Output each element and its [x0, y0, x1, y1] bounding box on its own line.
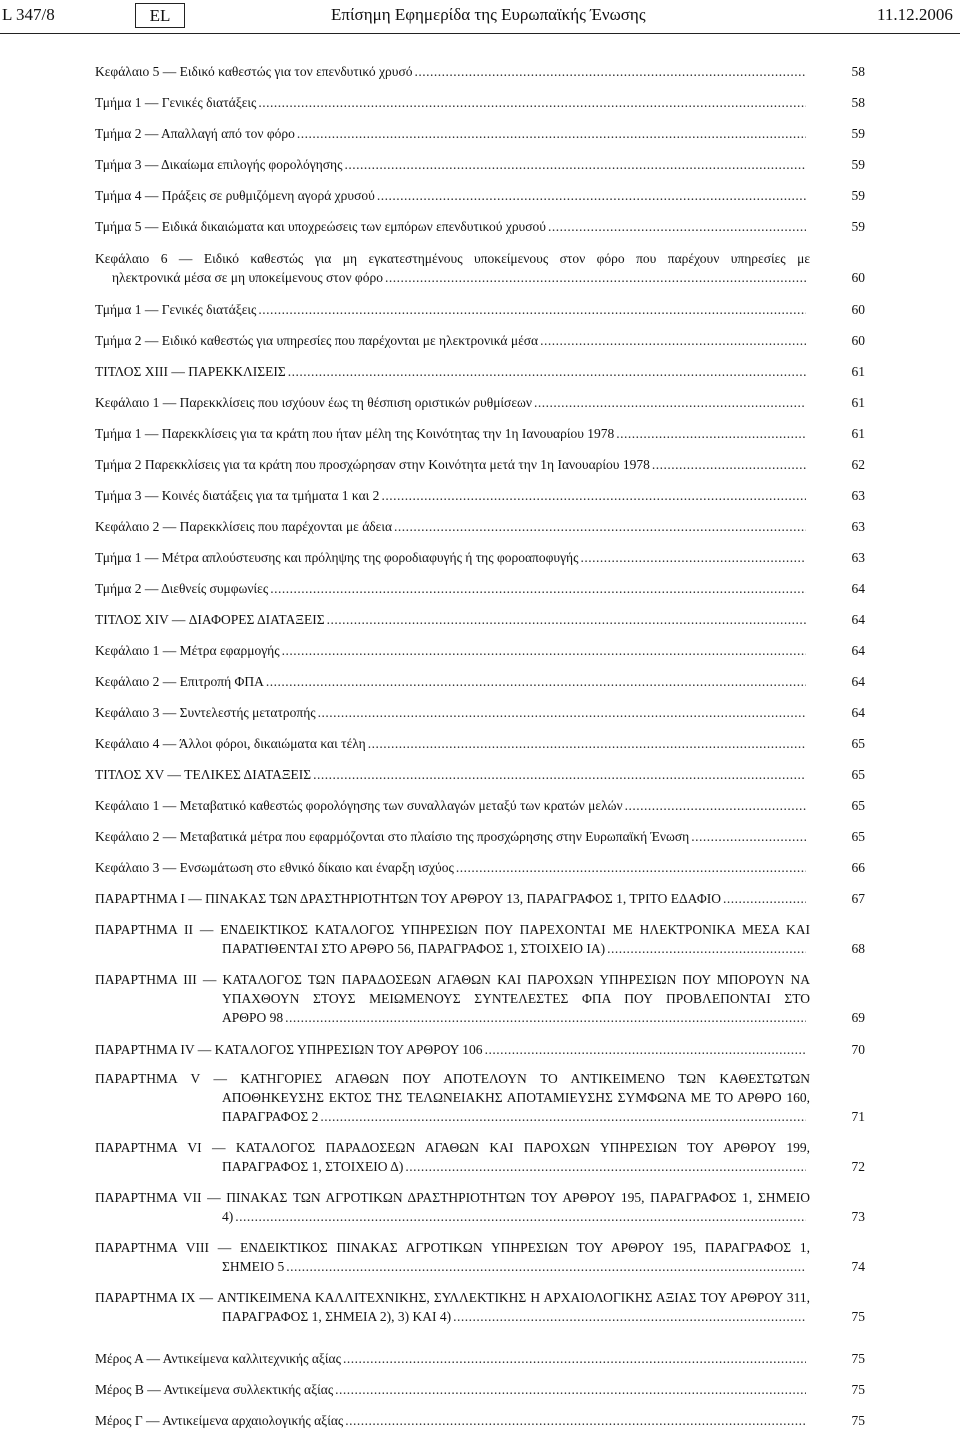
- toc-page-number: 71: [851, 1109, 865, 1124]
- toc-entry-line: [95, 486, 865, 505]
- dot-leader: [368, 734, 806, 753]
- publication-date: 11.12.2006: [877, 5, 953, 24]
- toc-entry[interactable]: [95, 1411, 865, 1430]
- dot-leader: [534, 393, 806, 412]
- page-ref-column: [810, 1207, 865, 1226]
- toc-entry-title: ΤΙΤΛΟΣ XIII — ΠΑΡΕΚΚΛΙΣΕΙΣ: [95, 364, 286, 379]
- toc-entry[interactable]: [95, 703, 865, 722]
- dot-leader: [266, 672, 806, 691]
- page-ref-column: [810, 939, 865, 958]
- toc-entry-title: ΠΑΡΑΡΤΗΜΑ I — ΠΙΝΑΚΑΣ ΤΩΝ ΔΡΑΣΤΗΡΙΟΤΗΤΩΝ ΤΟΥ ΑΡΘΡΟΥ 13, ΠΑΡΑΓΡΑΦΟΣ 1, ΤΡΙΤΟ ΕΔΑΦΙΟ: [95, 891, 721, 906]
- toc-entry[interactable]: [95, 362, 865, 381]
- toc-entry-title: Τμήμα 2 — Απαλλαγή από τον φόρο: [95, 126, 295, 141]
- toc-entry-title: ΠΑΡΑΤΙΘΕΝΤΑΙ ΣΤΟ ΑΡΘΡΟ 56, ΠΑΡΑΓΡΑΦΟΣ 1, ΣΤΟΙΧΕΙΟ ΙΑ): [222, 941, 606, 956]
- toc-entry-line: [95, 1157, 865, 1176]
- page-ref-column: [810, 93, 865, 112]
- page-ref-column: [810, 703, 865, 722]
- toc-entry[interactable]: [95, 1188, 865, 1226]
- toc-entry-title: Κεφάλαιο 5 — Ειδικό καθεστώς για τον επενδυτικό χρυσό: [95, 64, 413, 79]
- dot-leader: [335, 1380, 806, 1399]
- toc-entry-title: ΠΑΡΑΓΡΑΦΟΣ 1, ΣΗΜΕΙΑ 2), 3) ΚΑΙ 4): [222, 1309, 452, 1324]
- toc-entry[interactable]: [95, 124, 865, 143]
- toc-entry-title: ΑΡΘΡΟ 98: [222, 1010, 284, 1025]
- page-number: L 347/8: [2, 5, 55, 24]
- toc-page-number: 59: [851, 188, 865, 203]
- toc-entry-line: [95, 1207, 865, 1226]
- toc-entry-title: ΠΑΡΑΡΤΗΜΑ IV — ΚΑΤΑΛΟΓΟΣ ΥΠΗΡΕΣΙΩΝ ΤΟΥ ΑΡΘΡΟΥ 106: [95, 1042, 483, 1057]
- toc-entry-title: Κεφάλαιο 2 — Επιτροπή ΦΠΑ: [95, 674, 264, 689]
- dot-leader: [415, 62, 807, 81]
- toc-page-number: 73: [851, 1209, 865, 1224]
- toc-entry-title: ηλεκτρονικά μέσα σε μη υποκείμενους στον φόρο: [112, 270, 383, 285]
- toc-entry[interactable]: [95, 858, 865, 877]
- toc-entry-line: [95, 579, 865, 598]
- toc-entry-line: ΠΑΡΑΡΤΗΜΑ VII — ΠΙΝΑΚΑΣ ΤΩΝ ΑΓΡΟΤΙΚΩΝ ΔΡΑΣΤΗΡΙΟΤΗΤΩΝ ΤΟΥ ΑΡΘΡΟΥ 195, ΠΑΡΑΓΡΑΦΟΣ 1, ΣΗΜΕΙΟ: [95, 1190, 810, 1205]
- toc-entry-line: [95, 765, 865, 784]
- language-code: EL: [135, 3, 185, 28]
- toc-entry-title: Μέρος Β — Αντικείμενα συλλεκτικής αξίας: [95, 1382, 334, 1397]
- dot-leader: [286, 1257, 806, 1276]
- page-ref-column: [810, 827, 865, 846]
- toc-page-number: 61: [851, 426, 865, 441]
- toc-entry-title: Τμήμα 4 — Πράξεις σε ρυθμιζόμενη αγορά χρυσού: [95, 188, 375, 203]
- toc-entry-title: 4): [222, 1209, 234, 1224]
- toc-entry-title: Τμήμα 1 — Γενικές διατάξεις: [95, 302, 257, 317]
- toc-entry-line: [95, 331, 865, 350]
- toc-entry[interactable]: [95, 548, 865, 567]
- toc-entry-title: Τμήμα 2 Παρεκκλίσεις για τα κράτη που προσχώρησαν στην Κοινότητα μετά την 1η Ιανουαρίου 1978: [95, 457, 650, 472]
- toc-entry-line: Κεφάλαιο 6 — Ειδικό καθεστώς για μη εγκατεστημένους υποκείμενους στον φόρο που παρέχουν υπηρεσίες με: [95, 251, 810, 266]
- toc-entry-line: ΠΑΡΑΡΤΗΜΑ V — ΚΑΤΗΓΟΡΙΕΣ ΑΓΑΘΩΝ ΠΟΥ ΑΠΟΤΕΛΟΥΝ ΤΟ ΑΝΤΙΚΕΙΜΕΝΟ ΤΩΝ ΚΑΘΕΣΤΩΤΩΝ: [95, 1071, 810, 1086]
- page-ref-column: [810, 1307, 865, 1326]
- toc-entry-line: [95, 827, 865, 846]
- toc-page-number: 67: [851, 891, 865, 906]
- toc-page-number: 60: [851, 333, 865, 348]
- toc-page-number: 59: [851, 126, 865, 141]
- page-ref-column: [810, 331, 865, 350]
- page-ref-column: [810, 1008, 865, 1027]
- toc-entry-line: [95, 889, 865, 908]
- toc-entry[interactable]: [95, 579, 865, 598]
- toc-page-number: 65: [851, 829, 865, 844]
- toc-entry-line: [95, 703, 865, 722]
- toc-entry-title: ΣΗΜΕΙΟ 5: [222, 1259, 285, 1274]
- toc-page-number: 64: [851, 674, 865, 689]
- toc-entry-line: [95, 124, 865, 143]
- toc-entry-title: Κεφάλαιο 3 — Ενσωμάτωση στο εθνικό δίκαιο και έναρξη ισχύος: [95, 860, 454, 875]
- dot-leader: [285, 1008, 806, 1027]
- toc-entry[interactable]: [95, 486, 865, 505]
- toc-entry-line: [95, 1349, 865, 1368]
- page-ref-column: [810, 796, 865, 815]
- page-ref-column: [810, 765, 865, 784]
- dot-leader: [258, 300, 806, 319]
- toc-entry[interactable]: [95, 827, 865, 846]
- page-ref-column: [810, 1257, 865, 1276]
- dot-leader: [270, 579, 806, 598]
- dot-leader: [548, 217, 806, 236]
- page-ref-column: [810, 517, 865, 536]
- toc-entry-title: ΤΙΤΛΟΣ XV — ΤΕΛΙΚΕΣ ΔΙΑΤΑΞΕΙΣ: [95, 767, 312, 782]
- toc-entry[interactable]: [95, 300, 865, 319]
- toc-entry[interactable]: [95, 1040, 865, 1059]
- toc-entry-line: [95, 858, 865, 877]
- toc-entry-line: [95, 641, 865, 660]
- toc-entry-line: ΥΠΑΧΘΟΥΝ ΣΤΟΥΣ ΜΕΙΩΜΕΝΟΥΣ ΣΥΝΤΕΛΕΣΤΕΣ ΦΠΑ ΠΟΥ ΠΡΟΒΛΕΠΟΝΤΑΙ ΣΤΟ: [222, 991, 810, 1006]
- toc-page-number: 75: [851, 1351, 865, 1366]
- toc-entry[interactable]: [95, 1380, 865, 1399]
- toc-entry-line: [95, 1008, 865, 1027]
- toc-entry[interactable]: [95, 970, 865, 1027]
- toc-entry-line: [95, 1307, 865, 1326]
- toc-entry[interactable]: [95, 393, 865, 412]
- toc-entry[interactable]: [95, 517, 865, 536]
- dot-leader: [580, 548, 806, 567]
- dot-leader: [282, 641, 806, 660]
- page-ref-column: [810, 362, 865, 381]
- page-ref-column: [810, 1107, 865, 1126]
- page-ref-column: [810, 579, 865, 598]
- toc-entry[interactable]: [95, 641, 865, 660]
- toc-entry[interactable]: [95, 424, 865, 443]
- toc-entry-title: ΠΑΡΑΓΡΑΦΟΣ 1, ΣΤΟΙΧΕΙΟ Δ): [222, 1159, 404, 1174]
- toc-entry-line: [95, 1380, 865, 1399]
- toc-page-number: 59: [851, 219, 865, 234]
- toc-entry-line: [95, 362, 865, 381]
- toc-page-number: 65: [851, 736, 865, 751]
- dot-leader: [318, 703, 806, 722]
- toc-entry[interactable]: [95, 331, 865, 350]
- toc-entry-line: [95, 300, 865, 319]
- toc-page-number: 74: [851, 1259, 865, 1274]
- toc-page-number: 63: [851, 519, 865, 534]
- dot-leader: [385, 268, 806, 287]
- page-ref-column: [810, 1040, 865, 1059]
- dot-leader: [453, 1307, 806, 1326]
- toc-entry-line: [95, 268, 865, 287]
- dot-leader: [288, 362, 806, 381]
- toc-entry[interactable]: [95, 186, 865, 205]
- toc-entry[interactable]: [95, 93, 865, 112]
- toc-entry-line: ΠΑΡΑΡΤΗΜΑ III — ΚΑΤΑΛΟΓΟΣ ΤΩΝ ΠΑΡΑΔΟΣΕΩΝ ΑΓΑΘΩΝ ΚΑΙ ΠΑΡΟΧΩΝ ΥΠΗΡΕΣΙΩΝ ΠΟΥ ΜΠΟΡΟΥΝ ΝΑ: [95, 972, 810, 987]
- toc-page-number: 63: [851, 488, 865, 503]
- page-ref-column: [810, 486, 865, 505]
- toc-page-number: 63: [851, 550, 865, 565]
- dot-leader: [691, 827, 806, 846]
- page-ref-column: [810, 217, 865, 236]
- toc-page-number: 64: [851, 612, 865, 627]
- toc-entry[interactable]: [95, 1138, 865, 1176]
- dot-leader: [377, 186, 806, 205]
- toc-entry[interactable]: [95, 62, 865, 81]
- toc-entry-title: Τμήμα 1 — Γενικές διατάξεις: [95, 95, 257, 110]
- toc-page-number: 75: [851, 1413, 865, 1428]
- toc-page-number: 64: [851, 643, 865, 658]
- page-ref-column: [810, 300, 865, 319]
- toc-page-number: 62: [851, 457, 865, 472]
- toc-entry[interactable]: [95, 765, 865, 784]
- toc-entry-line: [95, 610, 865, 629]
- toc-entry-line: [95, 393, 865, 412]
- toc-entry[interactable]: [95, 249, 865, 287]
- toc-page-number: 61: [851, 364, 865, 379]
- toc-entry-line: [95, 93, 865, 112]
- toc-page-number: 58: [851, 95, 865, 110]
- toc-entry-title: Τμήμα 1 — Μέτρα απλούστευσης και πρόληψης της φοροδιαφυγής ή της φοροαποφυγής: [95, 550, 579, 565]
- dot-leader: [607, 939, 806, 958]
- page-ref-column: [810, 155, 865, 174]
- toc-entry[interactable]: [95, 1288, 865, 1326]
- toc-entry-line: [95, 1107, 865, 1126]
- dot-leader: [485, 1040, 806, 1059]
- toc-page-number: 66: [851, 860, 865, 875]
- dot-leader: [344, 155, 806, 174]
- toc-entry-title: Τμήμα 5 — Ειδικά δικαιώματα και υποχρεώσεις των εμπόρων επενδυτικού χρυσού: [95, 219, 546, 234]
- toc-entry-line: [95, 1257, 865, 1276]
- toc-entry-line: [95, 155, 865, 174]
- dot-leader: [616, 424, 806, 443]
- toc-entry-line: [95, 424, 865, 443]
- toc-entry-title: Τμήμα 2 — Διεθνείς συμφωνίες: [95, 581, 269, 596]
- journal-title: Επίσημη Εφημερίδα της Ευρωπαϊκής Ένωσης: [331, 5, 646, 24]
- toc-entry-title: Κεφάλαιο 4 — Άλλοι φόροι, δικαιώματα και τέλη: [95, 736, 366, 751]
- dot-leader: [540, 331, 806, 350]
- toc-entry[interactable]: [95, 217, 865, 236]
- toc-page-number: 64: [851, 705, 865, 720]
- toc-entry-line: ΠΑΡΑΡΤΗΜΑ IX — ΑΝΤΙΚΕΙΜΕΝΑ ΚΑΛΛΙΤΕΧΝΙΚΗΣ, ΣΥΛΛΕΚΤΙΚΗΣ Η ΑΡΧΑΙΟΛΟΓΙΚΗΣ ΑΞΙΑΣ ΤΟΥ ΑΡΘΡΟΥ 311,: [95, 1290, 810, 1305]
- page-ref-column: [810, 610, 865, 629]
- page-ref-column: [810, 1411, 865, 1430]
- dot-leader: [345, 1411, 806, 1430]
- dot-leader: [405, 1157, 806, 1176]
- page-ref-column: [810, 124, 865, 143]
- toc-entry-line: [95, 796, 865, 815]
- toc-entry-title: Μέρος Α — Αντικείμενα καλλιτεχνικής αξίας: [95, 1351, 341, 1366]
- dot-leader: [456, 858, 806, 877]
- dot-leader: [320, 1107, 806, 1126]
- toc-entry-line: [95, 517, 865, 536]
- toc-page-number: 65: [851, 767, 865, 782]
- toc-entry-line: ΠΑΡΑΡΤΗΜΑ VIII — ΕΝΔΕΙΚΤΙΚΟΣ ΠΙΝΑΚΑΣ ΑΓΡΟΤΙΚΩΝ ΥΠΗΡΕΣΙΩΝ ΤΟΥ ΑΡΘΡΟΥ 195, ΠΑΡΑΓΡΑΦΟΣ 1,: [95, 1240, 810, 1255]
- dot-leader: [327, 610, 806, 629]
- toc-entry-line: [95, 62, 865, 81]
- toc-entry-line: [95, 1040, 865, 1059]
- page-ref-column: [810, 858, 865, 877]
- page-ref-column: [810, 186, 865, 205]
- dot-leader: [313, 765, 806, 784]
- toc-entry-title: ΠΑΡΑΓΡΑΦΟΣ 2: [222, 1109, 319, 1124]
- dot-leader: [343, 1349, 806, 1368]
- dot-leader: [297, 124, 806, 143]
- toc-entry-line: [95, 1411, 865, 1430]
- toc-page-number: 65: [851, 798, 865, 813]
- toc-entry[interactable]: [95, 1069, 865, 1126]
- toc-entry-line: [95, 939, 865, 958]
- toc-entry-line: [95, 186, 865, 205]
- page-ref-column: [810, 548, 865, 567]
- toc-page-number: 68: [851, 941, 865, 956]
- page-ref-column: [810, 889, 865, 908]
- toc-entry-title: Τμήμα 2 — Ειδικό καθεστώς για υπηρεσίες που παρέχονται με ηλεκτρονικά μέσα: [95, 333, 539, 348]
- toc-page-number: 72: [851, 1159, 865, 1174]
- toc-page-number: 75: [851, 1382, 865, 1397]
- toc-page-number: 70: [851, 1042, 865, 1057]
- toc-entry[interactable]: [95, 610, 865, 629]
- page-ref-column: [810, 1380, 865, 1399]
- page-ref-column: [810, 62, 865, 81]
- toc-entry[interactable]: [95, 672, 865, 691]
- toc-page-number: 59: [851, 157, 865, 172]
- toc-entry[interactable]: [95, 920, 865, 958]
- toc-entry-line: [95, 734, 865, 753]
- toc-entry[interactable]: [95, 889, 865, 908]
- dot-leader: [625, 796, 806, 815]
- toc-entry[interactable]: [95, 1349, 865, 1368]
- toc-page-number: 60: [851, 270, 865, 285]
- page-ref-column: [810, 672, 865, 691]
- toc-page-number: 75: [851, 1309, 865, 1324]
- page-ref-column: [810, 734, 865, 753]
- toc-entry-title: Κεφάλαιο 2 — Παρεκκλίσεις που παρέχονται με άδεια: [95, 519, 393, 534]
- toc-entry-title: Κεφάλαιο 2 — Μεταβατικά μέτρα που εφαρμόζονται στο πλαίσιο της προσχώρησης στην Ευρωπαϊκή Ένωση: [95, 829, 690, 844]
- dot-leader: [258, 93, 806, 112]
- toc-entry-line: [95, 455, 865, 474]
- toc-entry-line: ΠΑΡΑΡΤΗΜΑ VI — ΚΑΤΑΛΟΓΟΣ ΠΑΡΑΔΟΣΕΩΝ ΑΓΑΘΩΝ ΚΑΙ ΠΑΡΟΧΩΝ ΥΠΗΡΕΣΙΩΝ ΤΟΥ ΑΡΘΡΟΥ 199,: [95, 1140, 810, 1155]
- dot-leader: [652, 455, 806, 474]
- page-ref-column: [810, 393, 865, 412]
- page-ref-column: [810, 1157, 865, 1176]
- toc-entry-line: [95, 548, 865, 567]
- toc-entry-line: ΠΑΡΑΡΤΗΜΑ II — ΕΝΔΕΙΚΤΙΚΟΣ ΚΑΤΑΛΟΓΟΣ ΥΠΗΡΕΣΙΩΝ ΠΟΥ ΠΑΡΕΧΟΝΤΑΙ ΜΕ ΗΛΕΚΤΡΟΝΙΚΑ ΜΕΣΑ ΚΑΙ: [95, 922, 810, 937]
- toc-entry-line: [95, 217, 865, 236]
- toc-entry-title: Μέρος Γ — Αντικείμενα αρχαιολογικής αξίας: [95, 1413, 344, 1428]
- toc-entry-title: Κεφάλαιο 1 — Παρεκκλίσεις που ισχύουν έως τη θέσπιση οριστικών ρυθμίσεων: [95, 395, 532, 410]
- page-ref-column: [810, 1349, 865, 1368]
- toc-entry-title: Κεφάλαιο 3 — Συντελεστής μετατροπής: [95, 705, 316, 720]
- toc-page-number: 64: [851, 581, 865, 596]
- dot-leader: [235, 1207, 806, 1226]
- dot-leader: [723, 889, 806, 908]
- toc-entry-line: ΑΠΟΘΗΚΕΥΣΗΣ ΕΚΤΟΣ ΤΗΣ ΤΕΛΩΝΕΙΑΚΗΣ ΑΠΟΤΑΜΙΕΥΣΗΣ ΣΥΜΦΩΝΑ ΜΕ ΤΟ ΑΡΘΡΟ 160,: [222, 1090, 810, 1105]
- toc-entry-title: ΤΙΤΛΟΣ XIV — ΔΙΑΦΟΡΕΣ ΔΙΑΤΑΞΕΙΣ: [95, 612, 325, 627]
- dot-leader: [381, 486, 806, 505]
- toc-entry[interactable]: [95, 155, 865, 174]
- toc-page-number: 69: [851, 1010, 865, 1025]
- toc-entry-title: Τμήμα 3 — Κοινές διατάξεις για τα τμήματα 1 και 2: [95, 488, 380, 503]
- toc-entry[interactable]: [95, 796, 865, 815]
- toc-entry-title: Κεφάλαιο 1 — Μεταβατικό καθεστώς φορολόγησης των συναλλαγών μεταξύ των κρατών μελών: [95, 798, 623, 813]
- page-ref-column: [810, 268, 865, 287]
- toc-entry[interactable]: [95, 455, 865, 474]
- page-ref-column: [810, 455, 865, 474]
- toc-entry[interactable]: [95, 734, 865, 753]
- toc-entry-line: [95, 672, 865, 691]
- page-ref-column: [810, 424, 865, 443]
- toc-entry-title: Κεφάλαιο 1 — Μέτρα εφαρμογής: [95, 643, 280, 658]
- toc-page-number: 61: [851, 395, 865, 410]
- toc-entry-title: Τμήμα 1 — Παρεκκλίσεις για τα κράτη που ήταν μέλη της Κοινότητας την 1η Ιανουαρίου 1978: [95, 426, 615, 441]
- toc-page-number: 58: [851, 64, 865, 79]
- toc-entry-title: Τμήμα 3 — Δικαίωμα επιλογής φορολόγησης: [95, 157, 343, 172]
- toc-entry[interactable]: [95, 1238, 865, 1276]
- dot-leader: [394, 517, 806, 536]
- toc-page-number: 60: [851, 302, 865, 317]
- page-ref-column: [810, 641, 865, 660]
